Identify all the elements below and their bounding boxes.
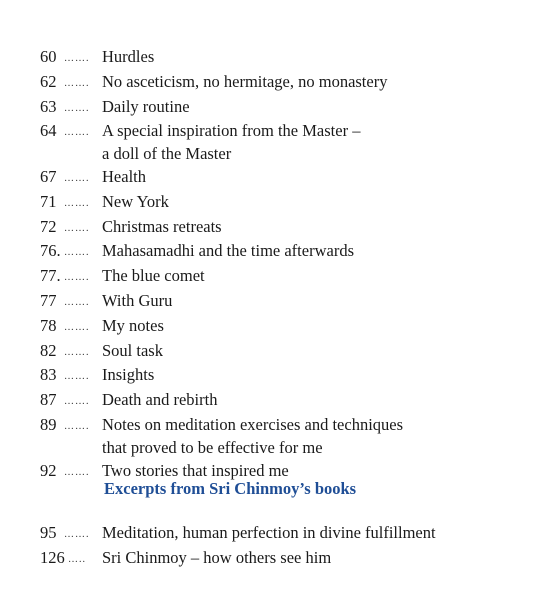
toc-entry xyxy=(0,120,554,166)
toc-entry-title xyxy=(100,414,554,460)
toc-leader-dots: ……. xyxy=(64,127,90,139)
section-heading: Excerpts from Sri Chinmoy’s books xyxy=(104,479,357,498)
toc-leader-dots: ……. xyxy=(64,77,90,89)
toc-entry-title xyxy=(100,265,554,288)
toc-entry-title xyxy=(100,522,554,545)
toc-entry xyxy=(0,290,554,315)
toc-entry-title-line: The blue comet xyxy=(102,266,205,286)
toc-leader-dots: ……. xyxy=(64,346,90,358)
toc-list-excerpts xyxy=(0,522,554,572)
toc-leader-dots: ……. xyxy=(64,466,90,478)
toc-entry-title xyxy=(100,389,554,412)
toc-leader-dots: ……. xyxy=(64,222,90,234)
toc-entry xyxy=(0,547,554,572)
toc-page-number: 76. xyxy=(40,241,61,261)
toc-entry xyxy=(0,71,554,96)
toc-page-number: 62 xyxy=(40,71,57,91)
toc-page-number: 67 xyxy=(40,166,57,186)
toc-page-number: 82 xyxy=(40,340,57,360)
toc-page-number: 77 xyxy=(40,290,57,310)
toc-page-number: 83 xyxy=(40,365,57,385)
toc-entry-title-line: Notes on meditation exercises and techniques xyxy=(102,414,404,434)
toc-page-number: 78 xyxy=(40,315,57,335)
toc-leader-dots: ……. xyxy=(64,247,90,259)
toc-page-number: 87 xyxy=(40,390,57,410)
toc-leader-dots: ……. xyxy=(64,420,90,432)
toc-leader-dots: ……. xyxy=(64,371,90,383)
toc-entry-title-line: Death and rebirth xyxy=(102,390,218,410)
toc-entry-title-line: My notes xyxy=(102,315,164,335)
toc-leader-dots: ……. xyxy=(64,296,90,308)
toc-entry-title xyxy=(100,46,554,69)
toc-leader-dots: ……. xyxy=(64,529,90,540)
toc-page-number: 71 xyxy=(40,191,57,211)
toc-entry-title-line: Soul task xyxy=(102,340,163,360)
toc-leader-dots: ……. xyxy=(64,172,90,184)
toc-leader-dots: ……. xyxy=(64,321,90,333)
toc-entry xyxy=(0,46,554,71)
toc-list-main xyxy=(0,46,554,484)
toc-entry xyxy=(0,265,554,290)
toc-entry-title xyxy=(100,315,554,338)
toc-entry-title xyxy=(100,191,554,214)
toc-entry xyxy=(0,96,554,121)
toc-page-number: 60 xyxy=(40,47,57,66)
toc-entry-title xyxy=(100,96,554,119)
toc-entry-title-line: No asceticism, no hermitage, no monastery xyxy=(102,71,388,91)
toc-entry-title-line: a doll of the Master xyxy=(102,144,232,164)
toc-page-number: 92 xyxy=(40,460,57,480)
toc-leader-dots: ……. xyxy=(64,53,90,64)
toc-entry xyxy=(0,315,554,340)
toc-entry-title xyxy=(100,340,554,363)
toc-entry-title xyxy=(100,240,554,263)
toc-entry-title-line: Sri Chinmoy – how others see him xyxy=(102,547,332,567)
toc-entry-title xyxy=(100,120,554,166)
toc-entry-title xyxy=(100,71,554,94)
toc-entry xyxy=(0,389,554,414)
toc-page-number: 64 xyxy=(40,121,57,141)
toc-entry xyxy=(0,191,554,216)
toc-entry-title-line: that proved to be effective for me xyxy=(102,437,323,457)
toc-entry-title xyxy=(100,364,554,387)
toc-entry-title-line: Insights xyxy=(102,365,155,385)
toc-entry-title-line: Meditation, human perfection in divine fulfillment xyxy=(102,523,436,542)
toc-entry-title-line: Christmas retreats xyxy=(102,216,222,236)
toc-page-number: 77. xyxy=(40,266,61,286)
toc-entry-title xyxy=(100,290,554,313)
toc-entry-title-line: Two stories that inspired me xyxy=(102,460,289,480)
toc-leader-dots: ……. xyxy=(64,272,90,284)
toc-page-number: 126 xyxy=(40,547,65,567)
toc-entry xyxy=(0,414,554,460)
toc-entry-title-line: Daily routine xyxy=(102,96,190,116)
toc-entry-title-line: A special inspiration from the Master – xyxy=(102,121,361,141)
toc-leader-dots: ……. xyxy=(64,197,90,209)
toc-entry-title-line: With Guru xyxy=(102,290,173,310)
toc-page-number: 63 xyxy=(40,96,57,116)
toc-entry xyxy=(0,216,554,241)
toc-entry-title-line: New York xyxy=(102,191,169,211)
toc-entry xyxy=(0,364,554,389)
toc-entry-title xyxy=(100,216,554,239)
toc-leader-dots: ….. xyxy=(68,553,86,565)
toc-entry-title xyxy=(100,166,554,189)
toc-entry xyxy=(0,166,554,191)
toc-page-number: 72 xyxy=(40,216,57,236)
toc-leader-dots: ……. xyxy=(64,102,90,114)
toc-entry-title-line: Health xyxy=(102,166,146,186)
toc-page-number: 95 xyxy=(40,523,57,542)
toc-leader-dots: ……. xyxy=(64,396,90,408)
toc-entry-title xyxy=(100,547,554,570)
toc-entry xyxy=(0,522,554,547)
toc-entry-title-line: Hurdles xyxy=(102,47,155,66)
toc-page-number: 89 xyxy=(40,414,57,434)
toc-entry-title-line: Mahasamadhi and the time afterwards xyxy=(102,241,354,261)
toc-entry xyxy=(0,340,554,365)
toc-entry xyxy=(0,240,554,265)
